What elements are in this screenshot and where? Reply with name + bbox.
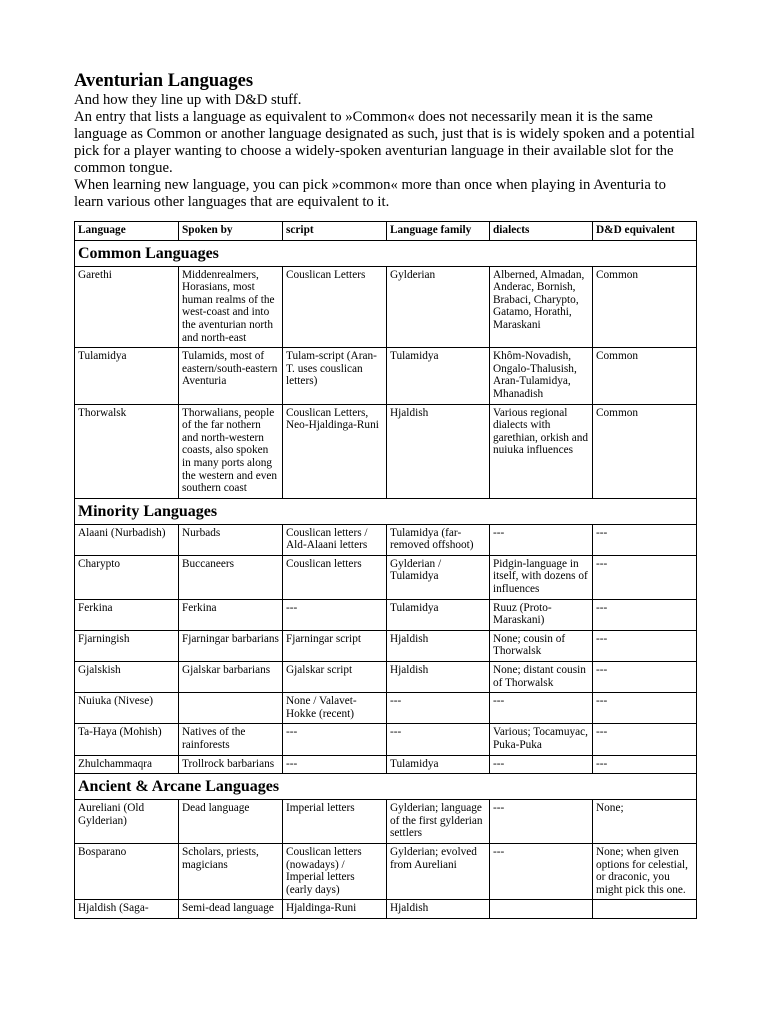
cell-family: ---	[387, 724, 490, 755]
cell-spoken-by: Tulamids, most of eastern/south-eastern Aventuria	[179, 348, 283, 404]
cell-dialects: Various; Tocamuyac, Puka-Puka	[490, 724, 593, 755]
cell-language: Zhulchammaqra	[75, 755, 179, 774]
cell-dnd: Common	[593, 348, 697, 404]
cell-family: Hjaldish	[387, 900, 490, 919]
cell-script: ---	[283, 599, 387, 630]
cell-spoken-by: Natives of the rainforests	[179, 724, 283, 755]
cell-dialects: ---	[490, 800, 593, 844]
cell-dnd: ---	[593, 662, 697, 693]
cell-family: Hjaldish	[387, 630, 490, 661]
section-title: Minority Languages	[75, 498, 697, 524]
languages-table	[74, 221, 697, 919]
cell-dialects: None; distant cousin of Thorwalsk	[490, 662, 593, 693]
cell-dnd: Common	[593, 266, 697, 348]
cell-language: Nuiuka (Nivese)	[75, 693, 179, 724]
cell-script: Couslican Letters, Neo-Hjaldinga-Runi	[283, 404, 387, 498]
cell-dialects: ---	[490, 693, 593, 724]
table-row	[75, 843, 697, 899]
cell-language: Bosparano	[75, 843, 179, 899]
intro-subtitle: And how they line up with D&D stuff.	[74, 92, 302, 108]
table-row	[75, 348, 697, 404]
header-script: script	[283, 222, 387, 241]
cell-dnd: None;	[593, 800, 697, 844]
cell-family: Tulamidya	[387, 599, 490, 630]
cell-family: Hjaldish	[387, 662, 490, 693]
cell-family: ---	[387, 693, 490, 724]
cell-language: Charypto	[75, 555, 179, 599]
header-dnd-equivalent: D&D equivalent	[593, 222, 697, 241]
table-row	[75, 800, 697, 844]
cell-script: Fjarningar script	[283, 630, 387, 661]
cell-dnd: ---	[593, 693, 697, 724]
cell-script: ---	[283, 755, 387, 774]
section-title: Common Languages	[75, 240, 697, 266]
intro-paragraph-common: An entry that lists a language as equivalent to »Common« does not necessarily mean it is the same language as Common or another language designated as such, just that is is widely spoken and a potential pick for a player wanting to choose a widely-spoken aventurian language in their available slot for the common tongue.	[74, 109, 695, 176]
header-language-family: Language family	[387, 222, 490, 241]
cell-family: Gylderian; language of the first gylderian settlers	[387, 800, 490, 844]
cell-spoken-by: Nurbads	[179, 524, 283, 555]
cell-language: Ferkina	[75, 599, 179, 630]
table-row	[75, 662, 697, 693]
header-dialects: dialects	[490, 222, 593, 241]
cell-dnd: ---	[593, 524, 697, 555]
cell-language: Gjalskish	[75, 662, 179, 693]
cell-dialects: ---	[490, 843, 593, 899]
cell-dialects: Pidgin-language in itself, with dozens of influences	[490, 555, 593, 599]
cell-language: Garethi	[75, 266, 179, 348]
table-row	[75, 524, 697, 555]
section-row-ancient-arcane	[75, 774, 697, 800]
cell-dnd: ---	[593, 599, 697, 630]
table-row	[75, 555, 697, 599]
cell-spoken-by: Semi-dead language	[179, 900, 283, 919]
cell-dialects	[490, 900, 593, 919]
cell-family: Tulamidya	[387, 348, 490, 404]
cell-family: Gylderian / Tulamidya	[387, 555, 490, 599]
cell-dialects: Khôm-Novadish, Ongalo-Thalusish, Aran-Tulamidya, Mhanadish	[490, 348, 593, 404]
cell-spoken-by: Middenrealmers, Horasians, most human realms of the west-coast and into the aventurian north and north-east	[179, 266, 283, 348]
cell-language: Fjarningish	[75, 630, 179, 661]
cell-language: Aureliani (Old Gylderian)	[75, 800, 179, 844]
table-header-row	[75, 222, 697, 241]
cell-dnd: Common	[593, 404, 697, 498]
cell-dnd	[593, 900, 697, 919]
cell-dialects: Alberned, Almadan, Anderac, Bornish, Brabaci, Charypto, Gatamo, Horathi, Maraskani	[490, 266, 593, 348]
cell-dnd: ---	[593, 755, 697, 774]
cell-dialects: Ruuz (Proto-Maraskani)	[490, 599, 593, 630]
table-row	[75, 630, 697, 661]
table-row	[75, 724, 697, 755]
cell-script: Couslican letters (nowadays) / Imperial letters (early days)	[283, 843, 387, 899]
cell-script: Couslican letters	[283, 555, 387, 599]
cell-spoken-by: Trollrock barbarians	[179, 755, 283, 774]
table-row	[75, 404, 697, 498]
table-row	[75, 755, 697, 774]
intro-paragraph-learning: When learning new language, you can pick »common« more than once when playing in Aventuria to learn various other languages that are equivalent to it.	[74, 177, 666, 210]
cell-script: Imperial letters	[283, 800, 387, 844]
section-row-minority	[75, 498, 697, 524]
cell-dnd: ---	[593, 555, 697, 599]
cell-script: Tulam-script (Aran-T. uses couslican letters)	[283, 348, 387, 404]
section-row-common	[75, 240, 697, 266]
cell-language: Ta-Haya (Mohish)	[75, 724, 179, 755]
cell-script: ---	[283, 724, 387, 755]
cell-dialects: ---	[490, 524, 593, 555]
cell-spoken-by: Scholars, priests, magicians	[179, 843, 283, 899]
cell-spoken-by: Thorwalians, people of the far nothern and north-western coasts, also spoken in many ports along the western and even southern coast	[179, 404, 283, 498]
cell-dnd: None; when given options for celestial, or draconic, you might pick this one.	[593, 843, 697, 899]
cell-language: Tulamidya	[75, 348, 179, 404]
table-row	[75, 599, 697, 630]
cell-script: None / Valavet-Hokke (recent)	[283, 693, 387, 724]
cell-script: Gjalskar script	[283, 662, 387, 693]
cell-spoken-by: Fjarningar barbarians	[179, 630, 283, 661]
table-row	[75, 900, 697, 919]
cell-family: Gylderian	[387, 266, 490, 348]
header-language: Language	[75, 222, 179, 241]
cell-script: Couslican letters / Ald-Alaani letters	[283, 524, 387, 555]
cell-dnd: ---	[593, 724, 697, 755]
cell-family: Tulamidya	[387, 755, 490, 774]
cell-dialects: Various regional dialects with garethian, orkish and nuiuka influences	[490, 404, 593, 498]
cell-family: Hjaldish	[387, 404, 490, 498]
table-row	[75, 693, 697, 724]
header-spoken-by: Spoken by	[179, 222, 283, 241]
table-row	[75, 266, 697, 348]
cell-dnd: ---	[593, 630, 697, 661]
cell-script: Couslican Letters	[283, 266, 387, 348]
cell-family: Gylderian; evolved from Aureliani	[387, 843, 490, 899]
document-body	[74, 70, 696, 211]
cell-spoken-by: Ferkina	[179, 599, 283, 630]
cell-script: Hjaldinga-Runi	[283, 900, 387, 919]
cell-language: Alaani (Nurbadish)	[75, 524, 179, 555]
cell-spoken-by: Buccaneers	[179, 555, 283, 599]
cell-spoken-by	[179, 693, 283, 724]
cell-language: Hjaldish (Saga-	[75, 900, 179, 919]
cell-spoken-by: Dead language	[179, 800, 283, 844]
cell-spoken-by: Gjalskar barbarians	[179, 662, 283, 693]
cell-dialects: ---	[490, 755, 593, 774]
document-title: Aventurian Languages	[74, 71, 254, 91]
cell-dialects: None; cousin of Thorwalsk	[490, 630, 593, 661]
section-title: Ancient & Arcane Languages	[75, 774, 697, 800]
cell-language: Thorwalsk	[75, 404, 179, 498]
cell-family: Tulamidya (far-removed offshoot)	[387, 524, 490, 555]
